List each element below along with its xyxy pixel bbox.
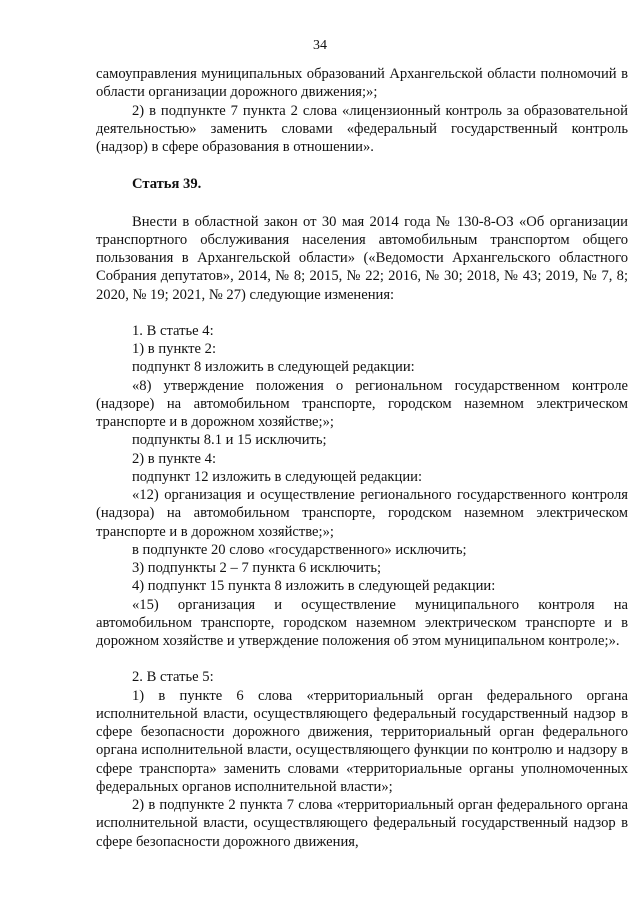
section-1-text: подпункты 8.1 и 15 исключить; (132, 432, 327, 449)
article-title: Статья 39. (132, 176, 202, 193)
section-1-heading: 1. В статье 4: (132, 322, 214, 339)
section-1-quote-12: «12) организация и осуществление регионального государственного контроля (надзора) на автомобильном транспорте, городском наземном электрическом транспорте и в дорожном хозяйстве;»; (96, 487, 628, 540)
document-body (96, 65, 628, 851)
article-intro: Внести в областной закон от 30 мая 2014 года № 130-8-ОЗ «Об организации транспортного обслуживания населения автомобильным транспортом общего пользования в Архангельской области» («Ведомости Архангельского областного Собрания депутатов», 2014, № 8; 2015, № 22; 2016, № 30; 2018, № 43; 2019, № 7, 8; 2020, № 19; 2021, № 27) следующие изменения: (96, 213, 628, 303)
section-1-quote-8: «8) утверждение положения о региональном государственном контроле (надзоре) на автомобильном транспорте, городском наземном электрическом транспорте и в дорожном хозяйстве;»; (96, 377, 628, 430)
spacer (96, 304, 628, 322)
section-1-item-2: 2) в пункте 4: (132, 450, 217, 467)
section-2-item-2: 2) в подпункте 2 пункта 7 слова «территориальный орган федерального органа исполнительной власти, осуществляющего федеральный государственный надзор в сфере безопасности дорожного движения, (96, 797, 628, 850)
section-1-item-4: 4) подпункт 15 пункта 8 изложить в следующей редакции: (132, 578, 496, 595)
section-1-text: подпункт 12 изложить в следующей редакции: (132, 468, 423, 485)
section-1-item-3: 3) подпункты 2 – 7 пункта 6 исключить; (132, 560, 382, 576)
page-number: 34 (313, 38, 327, 53)
section-1-item-1: 1) в пункте 2: (132, 341, 217, 357)
paragraph-item-2: 2) в подпункте 7 пункта 2 слова «лицензионный контроль за образовательной деятельностью» заменить словами «федеральный государственный контроль (надзор) в сфере образования в отношении». (96, 102, 628, 155)
section-1-text: подпункт 8 изложить в следующей редакции: (132, 359, 415, 376)
section-1-text: в подпункте 20 слово «государственного» исключить; (132, 541, 467, 558)
section-2-item-1: 1) в пункте 6 слова «территориальный орган федерального органа исполнительной власти, осуществляющего федеральный государственный надзор в сфере безопасности дорожного движения, территориальный орган федерального органа исполнительной власти, осуществляющего функции по контролю и надзору в сфере транспорта» заменить словами «территориальные органы уполномоченных федеральных органов исполнительной власти»; (96, 687, 628, 795)
section-1-quote-15: «15) организация и осуществление муниципального контроля на автомобильном транспорте, городском наземном электрическом транспорте и в дорожном хозяйстве и утверждение положения об этом муниципальном контроле;». (96, 596, 628, 649)
spacer (96, 650, 628, 668)
section-2-heading: 2. В статье 5: (132, 669, 214, 686)
paragraph-continuation: самоуправления муниципальных образований Архангельской области полномочий в области организации дорожного движения;»; (96, 66, 628, 101)
